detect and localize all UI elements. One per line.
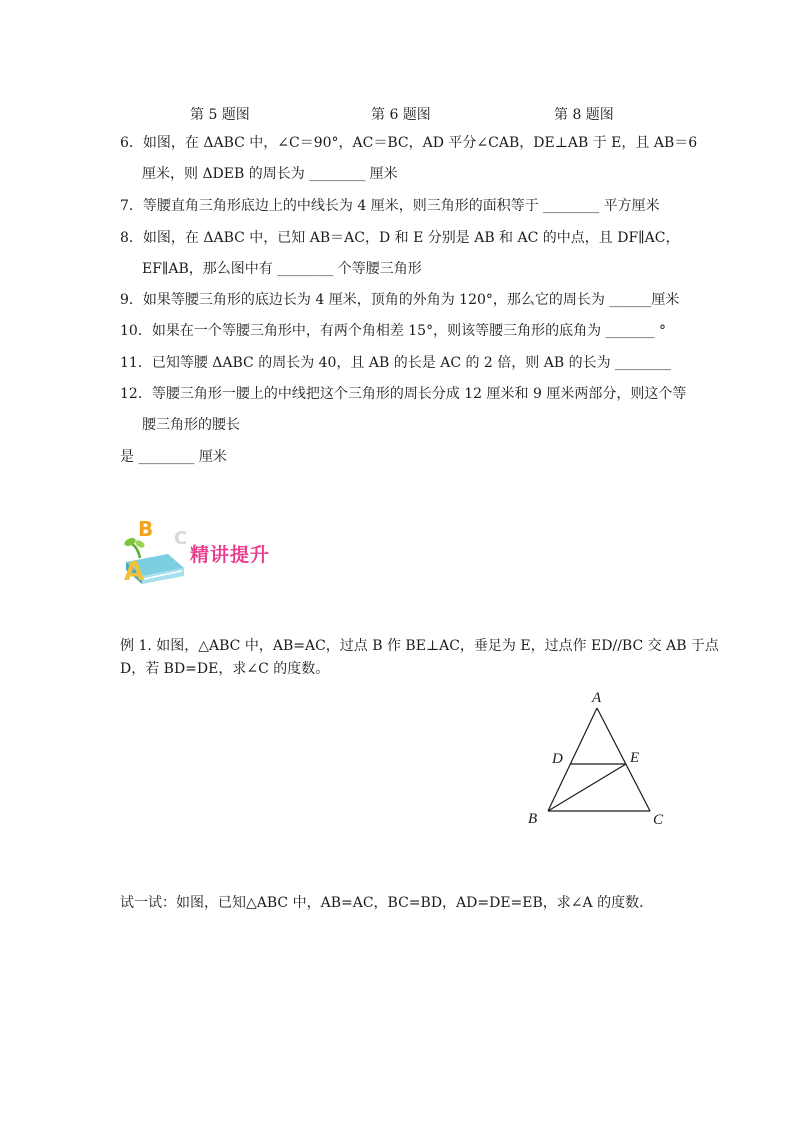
problem-11: 11．已知等腰 ΔABC 的周长为 40，且 AB 的长是 AC 的 2 倍，则 AB 的长为 ________: [120, 355, 672, 371]
logo-letter-a: A: [124, 557, 145, 587]
example-1-line-2: D，若 BD=DE，求∠C 的度数。: [120, 661, 330, 677]
logo-letter-c: C: [174, 528, 188, 549]
problem-9: 9．如果等腰三角形的底边长为 4 厘米，顶角的外角为 120°，那么它的周长为 ______厘米: [120, 292, 680, 308]
label-e: E: [630, 750, 640, 766]
problem-12-line-2: 腰三角形的腰长: [142, 417, 240, 433]
label-d: D: [552, 751, 563, 767]
label-a: A: [592, 690, 602, 706]
label-c: C: [653, 812, 664, 828]
problem-12-line-3: 是 ________ 厘米: [120, 449, 227, 465]
example-1-line-1: 例 1. 如图，△ABC 中，AB=AC，过点 B 作 BE⊥AC，垂足为 E，过点作 ED//BC 交 AB 于点: [120, 638, 719, 654]
figure-caption-6: 第 6 题图: [371, 107, 431, 123]
figure-caption-8: 第 8 题图: [554, 107, 614, 123]
section-banner: [118, 514, 288, 592]
problem-10: 10．如果在一个等腰三角形中，有两个角相差 15°，则该等腰三角形的底角为 _______ °: [120, 323, 666, 339]
logo-letter-b: B: [138, 517, 154, 541]
section-title: 精讲提升: [190, 544, 271, 566]
label-b: B: [528, 811, 538, 827]
problem-7: 7．等腰直角三角形底边上的中线长为 4 厘米，则三角形的面积等于 ________ 平方厘米: [120, 198, 660, 214]
problem-8-line-1: 8．如图，在 ΔABC 中，已知 AB＝AC，D 和 E 分别是 AB 和 AC 的中点，且 DF∥AC，: [120, 230, 680, 246]
figure-caption-5: 第 5 题图: [190, 107, 250, 123]
segment-ac: [597, 708, 650, 811]
problem-6-line-2: 厘米，则 ΔDEB 的周长为 ________ 厘米: [142, 166, 398, 182]
triangle-figure: [520, 684, 680, 834]
problem-6-line-1: 6．如图，在 ΔABC 中，∠C＝90°，AC＝BC，AD 平分∠CAB，DE⊥AB 于 E，且 AB＝6: [120, 135, 698, 151]
problem-12-line-1: 12．等腰三角形一腰上的中线把这个三角形的周长分成 12 厘米和 9 厘米两部分，则这个等: [120, 386, 687, 402]
problem-8-line-2: EF∥AB，那么图中有 ________ 个等腰三角形: [142, 261, 422, 277]
try-it-problem: 试一试：如图，已知△ABC 中，AB=AC，BC=BD，AD=DE=EB，求∠A 的度数．: [120, 895, 654, 911]
book-logo-icon: [118, 514, 198, 592]
